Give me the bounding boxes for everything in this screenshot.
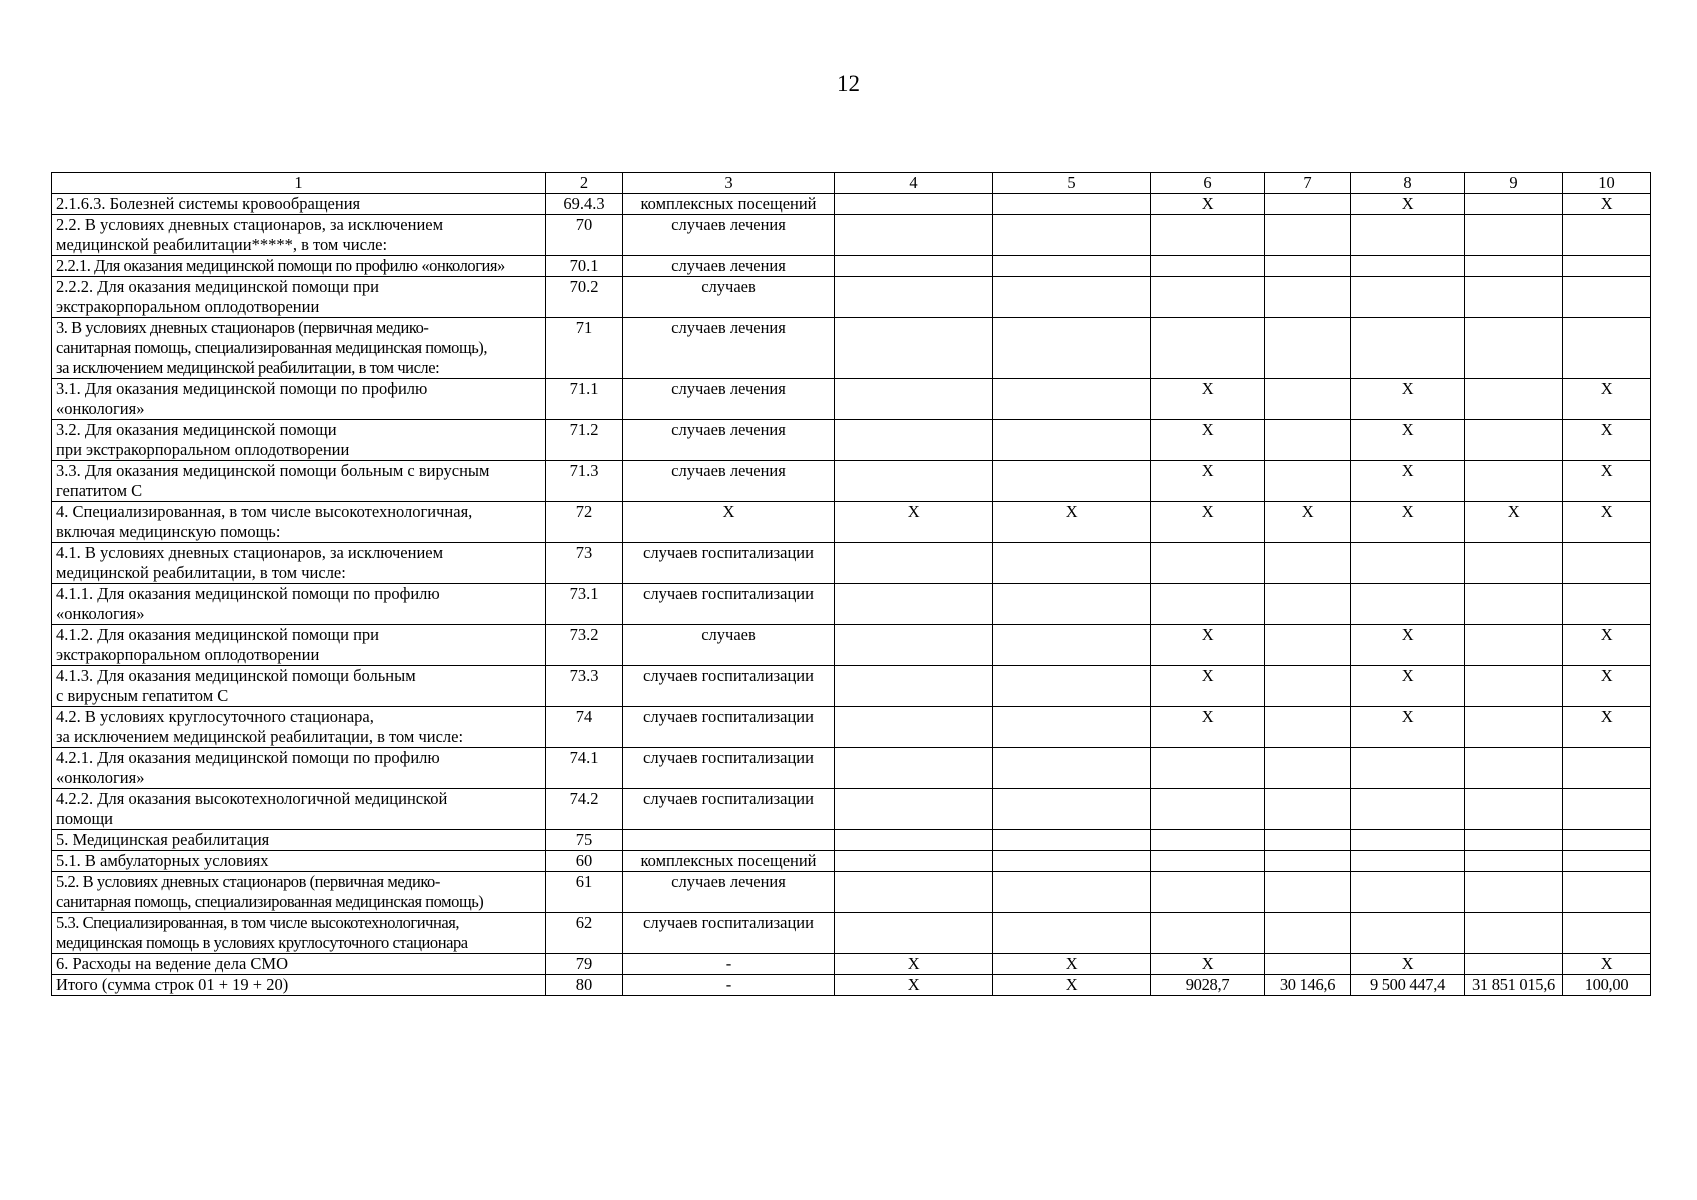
col10-cell: X <box>1563 666 1651 707</box>
col9-cell <box>1465 666 1563 707</box>
col4-cell <box>835 584 993 625</box>
col7-cell <box>1265 256 1351 277</box>
col7-cell <box>1265 913 1351 954</box>
col10-cell <box>1563 256 1651 277</box>
indicator-name-line: «онкология» <box>56 768 145 787</box>
col8-cell <box>1351 789 1465 830</box>
indicator-name-line: 2.2.1. Для оказания медицинской помощи по профилю «онкология» <box>56 256 505 275</box>
indicator-name-line: 5.3. Специализированная, в том числе высокотехнологичная, <box>56 913 460 932</box>
col7-cell <box>1265 954 1351 975</box>
table-row <box>52 277 1651 318</box>
col10-cell: X <box>1563 379 1651 420</box>
col7-cell <box>1265 872 1351 913</box>
table-row <box>52 502 1651 543</box>
indicator-name-cell <box>52 256 546 277</box>
indicator-name-line: за исключением медицинской реабилитации, в том числе: <box>56 358 440 377</box>
col6-cell <box>1151 789 1265 830</box>
col7-cell <box>1265 707 1351 748</box>
col5-cell <box>993 625 1151 666</box>
unit-cell: случаев лечения <box>623 420 835 461</box>
indicator-name-line: санитарная помощь, специализированная медицинская помощь), <box>56 338 488 357</box>
col6-cell <box>1151 543 1265 584</box>
indicator-name-cell <box>52 954 546 975</box>
col4-cell <box>835 277 993 318</box>
col7-cell <box>1265 789 1351 830</box>
col4-cell <box>835 748 993 789</box>
indicator-name-line: 4.1.2. Для оказания медицинской помощи при <box>56 625 380 644</box>
col7-cell <box>1265 851 1351 872</box>
col8-cell: 9 500 447,4 <box>1351 975 1465 996</box>
col8-cell <box>1351 584 1465 625</box>
col9-cell <box>1465 707 1563 748</box>
col4-cell: X <box>835 502 993 543</box>
col4-cell <box>835 872 993 913</box>
total-row <box>52 975 1651 996</box>
col9-cell <box>1465 318 1563 379</box>
indicator-name-cell <box>52 851 546 872</box>
indicator-name-line: 4. Специализированная, в том числе высокотехнологичная, <box>56 502 473 521</box>
col7-cell <box>1265 461 1351 502</box>
col9-cell <box>1465 954 1563 975</box>
col4-cell <box>835 461 993 502</box>
col8-cell <box>1351 830 1465 851</box>
col6-cell <box>1151 748 1265 789</box>
col5-cell <box>993 194 1151 215</box>
col6-cell <box>1151 584 1265 625</box>
col8-cell <box>1351 913 1465 954</box>
col6-cell <box>1151 215 1265 256</box>
col8-cell <box>1351 748 1465 789</box>
indicator-name-line: с вирусным гепатитом С <box>56 686 229 705</box>
unit-cell: случаев госпитализации <box>623 707 835 748</box>
column-header: 5 <box>993 173 1151 194</box>
col6-cell: X <box>1151 502 1265 543</box>
indicator-name-line: 5.1. В амбулаторных условиях <box>56 851 269 870</box>
col4-cell <box>835 194 993 215</box>
table-row <box>52 666 1651 707</box>
row-code-cell: 70.2 <box>546 277 623 318</box>
table-row <box>52 954 1651 975</box>
col8-cell <box>1351 256 1465 277</box>
col10-cell: X <box>1563 502 1651 543</box>
col9-cell <box>1465 851 1563 872</box>
table-row <box>52 194 1651 215</box>
indicator-name-line: 5. Медицинская реабилитация <box>56 830 270 849</box>
row-code-cell: 73.3 <box>546 666 623 707</box>
col9-cell: 31 851 015,6 <box>1465 975 1563 996</box>
financing-table <box>51 172 1651 996</box>
col6-cell <box>1151 256 1265 277</box>
col5-cell: X <box>993 975 1151 996</box>
col4-cell <box>835 318 993 379</box>
col4-cell: X <box>835 954 993 975</box>
table-row <box>52 830 1651 851</box>
unit-cell: случаев госпитализации <box>623 748 835 789</box>
col5-cell <box>993 851 1151 872</box>
col10-cell <box>1563 872 1651 913</box>
col4-cell <box>835 543 993 584</box>
row-code-cell: 61 <box>546 872 623 913</box>
col10-cell <box>1563 913 1651 954</box>
table-row <box>52 584 1651 625</box>
indicator-name-line: 4.2.1. Для оказания медицинской помощи по профилю <box>56 748 440 767</box>
col5-cell <box>993 748 1151 789</box>
table-row <box>52 420 1651 461</box>
unit-cell: случаев <box>623 277 835 318</box>
indicator-name-cell <box>52 543 546 584</box>
col4-cell <box>835 707 993 748</box>
col9-cell <box>1465 543 1563 584</box>
column-header: 7 <box>1265 173 1351 194</box>
col9-cell: X <box>1465 502 1563 543</box>
indicator-name-line: Итого (сумма строк 01 + 19 + 20) <box>56 975 289 994</box>
col8-cell: X <box>1351 666 1465 707</box>
col10-cell <box>1563 215 1651 256</box>
row-code-cell: 70 <box>546 215 623 256</box>
col4-cell <box>835 913 993 954</box>
indicator-name-line: помощи <box>56 809 113 828</box>
indicator-name-line: «онкология» <box>56 399 145 418</box>
table-row <box>52 872 1651 913</box>
indicator-name-cell <box>52 194 546 215</box>
col7-cell <box>1265 748 1351 789</box>
row-code-cell: 74.1 <box>546 748 623 789</box>
page-number: 12 <box>837 71 860 96</box>
indicator-name-cell <box>52 318 546 379</box>
table-row <box>52 748 1651 789</box>
unit-cell: случаев лечения <box>623 461 835 502</box>
unit-cell: случаев госпитализации <box>623 789 835 830</box>
indicator-name-line: медицинской реабилитации, в том числе: <box>56 563 346 582</box>
col6-cell: X <box>1151 666 1265 707</box>
indicator-name-line: 4.1.3. Для оказания медицинской помощи больным <box>56 666 416 685</box>
col5-cell <box>993 789 1151 830</box>
indicator-name-cell <box>52 420 546 461</box>
table-row <box>52 913 1651 954</box>
unit-cell: случаев лечения <box>623 318 835 379</box>
indicator-name-line: «онкология» <box>56 604 145 623</box>
col7-cell <box>1265 625 1351 666</box>
col4-cell <box>835 625 993 666</box>
indicator-name-line: 6. Расходы на ведение дела СМО <box>56 954 289 973</box>
row-code-cell: 70.1 <box>546 256 623 277</box>
col5-cell <box>993 543 1151 584</box>
col6-cell <box>1151 913 1265 954</box>
col9-cell <box>1465 625 1563 666</box>
col7-cell <box>1265 215 1351 256</box>
col8-cell: X <box>1351 420 1465 461</box>
table-row <box>52 789 1651 830</box>
indicator-name-line: 2.2. В условиях дневных стационаров, за исключением <box>56 215 444 234</box>
unit-cell: случаев лечения <box>623 872 835 913</box>
col5-cell <box>993 318 1151 379</box>
col4-cell <box>835 420 993 461</box>
col5-cell: X <box>993 502 1151 543</box>
column-header: 10 <box>1563 173 1651 194</box>
col6-cell: X <box>1151 625 1265 666</box>
col10-cell: X <box>1563 625 1651 666</box>
col9-cell <box>1465 748 1563 789</box>
col9-cell <box>1465 584 1563 625</box>
table-row <box>52 707 1651 748</box>
indicator-name-line: медицинская помощь в условиях круглосуточного стационара <box>56 933 468 952</box>
column-header: 3 <box>623 173 835 194</box>
col5-cell <box>993 707 1151 748</box>
col4-cell <box>835 256 993 277</box>
indicator-name-line: гепатитом С <box>56 481 143 500</box>
col8-cell <box>1351 318 1465 379</box>
unit-cell: - <box>623 954 835 975</box>
indicator-name-line: 4.1.1. Для оказания медицинской помощи по профилю <box>56 584 440 603</box>
col7-cell <box>1265 830 1351 851</box>
indicator-name-cell <box>52 872 546 913</box>
column-header: 9 <box>1465 173 1563 194</box>
col7-cell: X <box>1265 502 1351 543</box>
col5-cell <box>993 584 1151 625</box>
row-code-cell: 73.1 <box>546 584 623 625</box>
indicator-name-line: 3.1. Для оказания медицинской помощи по профилю <box>56 379 428 398</box>
col4-cell <box>835 830 993 851</box>
col9-cell <box>1465 277 1563 318</box>
col4-cell <box>835 215 993 256</box>
indicator-name-line: 5.2. В условиях дневных стационаров (первичная медико- <box>56 872 440 891</box>
col5-cell <box>993 666 1151 707</box>
indicator-name-cell <box>52 975 546 996</box>
col9-cell <box>1465 461 1563 502</box>
row-code-cell: 60 <box>546 851 623 872</box>
indicator-name-line: 3.3. Для оказания медицинской помощи больным с вирусным <box>56 461 490 480</box>
indicator-name-cell <box>52 789 546 830</box>
column-header: 8 <box>1351 173 1465 194</box>
col5-cell <box>993 872 1151 913</box>
col4-cell <box>835 379 993 420</box>
table-row <box>52 256 1651 277</box>
col9-cell <box>1465 256 1563 277</box>
table-row <box>52 461 1651 502</box>
col8-cell <box>1351 215 1465 256</box>
col9-cell <box>1465 420 1563 461</box>
table-row <box>52 379 1651 420</box>
col6-cell <box>1151 872 1265 913</box>
row-code-cell: 74 <box>546 707 623 748</box>
indicator-name-line: 3. В условиях дневных стационаров (первичная медико- <box>56 318 429 337</box>
table-row <box>52 215 1651 256</box>
col8-cell: X <box>1351 502 1465 543</box>
indicator-name-line: включая медицинскую помощь: <box>56 522 281 541</box>
unit-cell: комплексных посещений <box>623 851 835 872</box>
indicator-name-line: медицинской реабилитации*****, в том числе: <box>56 235 388 254</box>
col8-cell <box>1351 543 1465 584</box>
row-code-cell: 73 <box>546 543 623 584</box>
col5-cell: X <box>993 954 1151 975</box>
col10-cell <box>1563 748 1651 789</box>
indicator-name-line: санитарная помощь, специализированная медицинская помощь) <box>56 892 484 911</box>
col6-cell: X <box>1151 194 1265 215</box>
col10-cell <box>1563 543 1651 584</box>
col4-cell <box>835 851 993 872</box>
indicator-name-line: экстракорпоральном оплодотворении <box>56 645 320 664</box>
indicator-name-cell <box>52 707 546 748</box>
col10-cell: X <box>1563 461 1651 502</box>
col6-cell <box>1151 318 1265 379</box>
col9-cell <box>1465 215 1563 256</box>
indicator-name-cell <box>52 277 546 318</box>
col9-cell <box>1465 379 1563 420</box>
col6-cell <box>1151 830 1265 851</box>
row-code-cell: 79 <box>546 954 623 975</box>
indicator-name-cell <box>52 502 546 543</box>
col6-cell <box>1151 277 1265 318</box>
col7-cell: 30 146,6 <box>1265 975 1351 996</box>
col5-cell <box>993 215 1151 256</box>
col6-cell: X <box>1151 707 1265 748</box>
indicator-name-cell <box>52 666 546 707</box>
col9-cell <box>1465 830 1563 851</box>
col10-cell <box>1563 318 1651 379</box>
indicator-name-line: 4.2. В условиях круглосуточного стационара, <box>56 707 374 726</box>
col7-cell <box>1265 277 1351 318</box>
column-header: 1 <box>52 173 546 194</box>
table-row <box>52 625 1651 666</box>
col7-cell <box>1265 318 1351 379</box>
column-header: 6 <box>1151 173 1265 194</box>
col9-cell <box>1465 194 1563 215</box>
col8-cell <box>1351 851 1465 872</box>
col5-cell <box>993 461 1151 502</box>
row-code-cell: 72 <box>546 502 623 543</box>
col10-cell <box>1563 584 1651 625</box>
col5-cell <box>993 913 1151 954</box>
col6-cell: X <box>1151 461 1265 502</box>
col7-cell <box>1265 420 1351 461</box>
col9-cell <box>1465 789 1563 830</box>
col10-cell: X <box>1563 420 1651 461</box>
table-header-row <box>52 173 1651 194</box>
col5-cell <box>993 277 1151 318</box>
unit-cell: случаев <box>623 625 835 666</box>
unit-cell: X <box>623 502 835 543</box>
row-code-cell: 73.2 <box>546 625 623 666</box>
col8-cell: X <box>1351 194 1465 215</box>
col10-cell: X <box>1563 954 1651 975</box>
column-header: 4 <box>835 173 993 194</box>
indicator-name-cell <box>52 913 546 954</box>
indicator-name-line: 3.2. Для оказания медицинской помощи <box>56 420 337 439</box>
indicator-name-cell <box>52 625 546 666</box>
unit-cell: случаев лечения <box>623 379 835 420</box>
col7-cell <box>1265 194 1351 215</box>
col9-cell <box>1465 913 1563 954</box>
col8-cell: X <box>1351 461 1465 502</box>
indicator-name-cell <box>52 461 546 502</box>
col5-cell <box>993 420 1151 461</box>
col10-cell <box>1563 851 1651 872</box>
col7-cell <box>1265 666 1351 707</box>
col6-cell: X <box>1151 954 1265 975</box>
indicator-name-line: 2.2.2. Для оказания медицинской помощи при <box>56 277 380 296</box>
indicator-name-cell <box>52 379 546 420</box>
column-header: 2 <box>546 173 623 194</box>
col4-cell: X <box>835 975 993 996</box>
unit-cell: комплексных посещений <box>623 194 835 215</box>
col10-cell <box>1563 830 1651 851</box>
row-code-cell: 62 <box>546 913 623 954</box>
row-code-cell: 74.2 <box>546 789 623 830</box>
col6-cell: X <box>1151 379 1265 420</box>
col7-cell <box>1265 584 1351 625</box>
col8-cell: X <box>1351 707 1465 748</box>
row-code-cell: 80 <box>546 975 623 996</box>
indicator-name-cell <box>52 215 546 256</box>
col4-cell <box>835 666 993 707</box>
indicator-name-cell <box>52 584 546 625</box>
col8-cell <box>1351 277 1465 318</box>
table-row <box>52 318 1651 379</box>
unit-cell: случаев лечения <box>623 215 835 256</box>
col10-cell: X <box>1563 707 1651 748</box>
col10-cell <box>1563 277 1651 318</box>
col6-cell <box>1151 851 1265 872</box>
indicator-name-line: за исключением медицинской реабилитации, в том числе: <box>56 727 464 746</box>
unit-cell <box>623 830 835 851</box>
unit-cell: - <box>623 975 835 996</box>
col7-cell <box>1265 379 1351 420</box>
indicator-name-cell <box>52 748 546 789</box>
col6-cell: X <box>1151 420 1265 461</box>
col8-cell <box>1351 872 1465 913</box>
row-code-cell: 71.1 <box>546 379 623 420</box>
col9-cell <box>1465 872 1563 913</box>
table-row <box>52 851 1651 872</box>
col4-cell <box>835 789 993 830</box>
col10-cell: 100,00 <box>1563 975 1651 996</box>
indicator-name-line: экстракорпоральном оплодотворении <box>56 297 320 316</box>
row-code-cell: 71.2 <box>546 420 623 461</box>
col8-cell: X <box>1351 379 1465 420</box>
col10-cell <box>1563 789 1651 830</box>
col5-cell <box>993 256 1151 277</box>
col7-cell <box>1265 543 1351 584</box>
unit-cell: случаев госпитализации <box>623 584 835 625</box>
row-code-cell: 71.3 <box>546 461 623 502</box>
row-code-cell: 75 <box>546 830 623 851</box>
col6-cell: 9028,7 <box>1151 975 1265 996</box>
table-row <box>52 543 1651 584</box>
col5-cell <box>993 379 1151 420</box>
indicator-name-cell <box>52 830 546 851</box>
row-code-cell: 69.4.3 <box>546 194 623 215</box>
unit-cell: случаев госпитализации <box>623 913 835 954</box>
indicator-name-line: 2.1.6.3. Болезней системы кровообращения <box>56 194 361 213</box>
col5-cell <box>993 830 1151 851</box>
unit-cell: случаев госпитализации <box>623 543 835 584</box>
row-code-cell: 71 <box>546 318 623 379</box>
col8-cell: X <box>1351 625 1465 666</box>
unit-cell: случаев лечения <box>623 256 835 277</box>
col8-cell: X <box>1351 954 1465 975</box>
indicator-name-line: при экстракорпоральном оплодотворении <box>56 440 350 459</box>
indicator-name-line: 4.2.2. Для оказания высокотехнологичной медицинской <box>56 789 448 808</box>
col10-cell: X <box>1563 194 1651 215</box>
indicator-name-line: 4.1. В условиях дневных стационаров, за исключением <box>56 543 444 562</box>
unit-cell: случаев госпитализации <box>623 666 835 707</box>
